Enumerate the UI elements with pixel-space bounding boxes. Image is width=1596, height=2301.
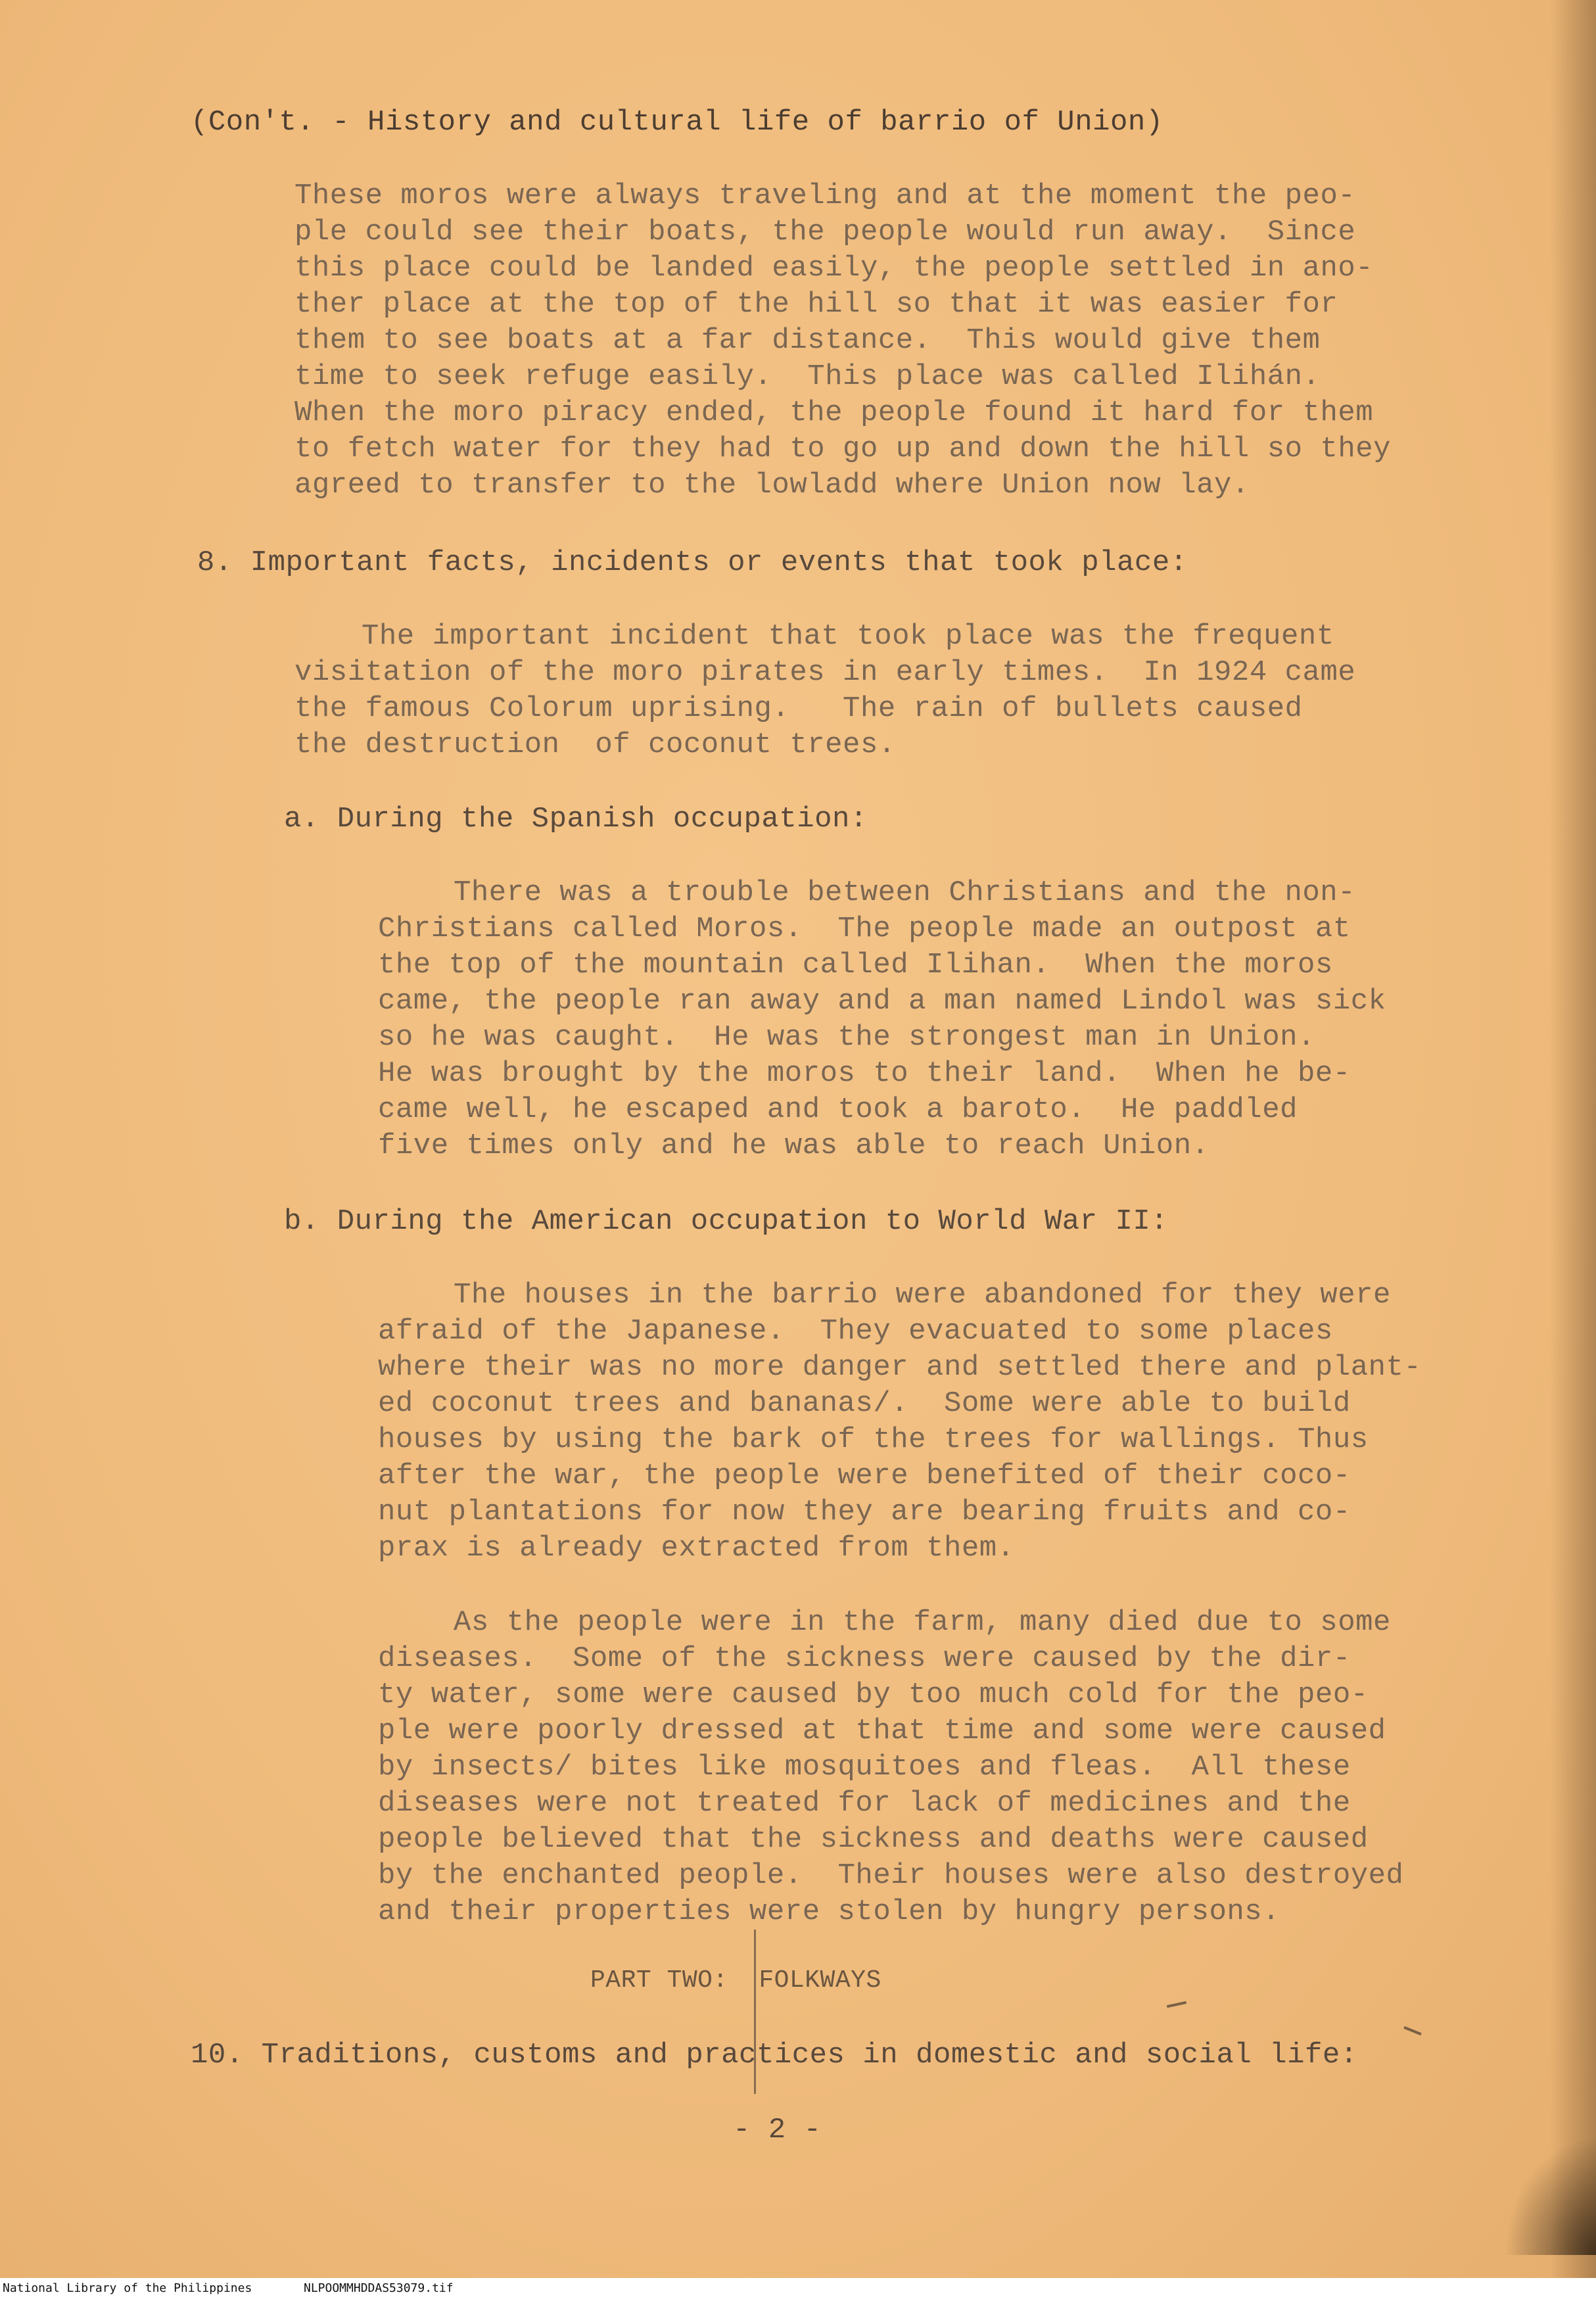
text-line: prax is already extracted from them.	[378, 1532, 1015, 1565]
text-line: and their properties were stolen by hungry persons.	[378, 1895, 1280, 1928]
text-line: nut plantations for now they are bearing fruits and co-	[378, 1496, 1351, 1529]
text-line: ty water, some were caused by too much cold for the peo-	[378, 1678, 1369, 1711]
sub-b-heading: b. During the American occupation to World War II:	[284, 1205, 1169, 1238]
text-line: houses by using the bark of the trees for wallings. Thus	[378, 1423, 1369, 1456]
stray-mark	[1167, 2001, 1186, 2008]
text-line: diseases were not treated for lack of medicines and the	[378, 1787, 1351, 1820]
text-line: by the enchanted people. Their houses were also destroyed	[378, 1859, 1404, 1892]
page-edge-shadow	[1550, 0, 1596, 2278]
text-line: ple were poorly dressed at that time and some were caused	[378, 1715, 1386, 1747]
footer-library-name: National Library of the Philippines	[3, 2281, 252, 2295]
footer-file-id: NLPOOMMHDDAS53079.tif	[304, 2281, 454, 2295]
text-line: after the war, the people were benefited of their coco-	[378, 1459, 1351, 1492]
text-line: diseases. Some of the sickness were caused by the dir-	[378, 1642, 1351, 1675]
text-line: There was a trouble between Christians and the non-	[454, 876, 1356, 909]
part-two-heading: PART TWO: FOLKWAYS	[590, 1966, 881, 1995]
text-line: time to seek refuge easily. This place was called Ilihán.	[294, 360, 1321, 393]
text-line: this place could be landed easily, the people settled in ano-	[294, 252, 1374, 285]
item-10-heading: 10. Traditions, customs and practices in domestic and social life:	[191, 2039, 1358, 2072]
text-line: As the people were in the farm, many died due to some	[454, 1606, 1391, 1639]
text-line: to fetch water for they had to go up and down the hill so they	[294, 433, 1392, 465]
page-corner-shadow	[1504, 2137, 1596, 2255]
text-line: them to see boats at a far distance. This would give them	[294, 324, 1321, 357]
text-line: the top of the mountain called Ilihan. When the moros	[378, 949, 1333, 982]
text-line: agreed to transfer to the lowladd where Union now lay.	[294, 469, 1250, 502]
text-line: by insects/ bites like mosquitoes and fleas. All these	[378, 1751, 1351, 1784]
text-line: ed coconut trees and bananas/. Some were able to build	[378, 1387, 1351, 1420]
text-line: where their was no more danger and settled there and plant-	[378, 1351, 1422, 1384]
text-line: afraid of the Japanese. They evacuated to some places	[378, 1315, 1333, 1348]
text-line: The houses in the barrio were abandoned for they were	[454, 1279, 1391, 1312]
text-line: came, the people ran away and a man named Lindol was sick	[378, 985, 1386, 1018]
text-line: When the moro piracy ended, the people found it hard for them	[294, 396, 1374, 429]
text-line: the famous Colorum uprising. The rain of bullets caused	[294, 692, 1303, 725]
stray-mark	[1403, 2026, 1421, 2035]
text-line: The important incident that took place was the frequent	[362, 620, 1334, 653]
page-number: - 2 -	[733, 2114, 822, 2147]
text-line: so he was caught. He was the strongest man in Union.	[378, 1021, 1315, 1054]
document-header: (Con't. - History and cultural life of barrio of Union)	[191, 106, 1163, 139]
item-8-heading: 8. Important facts, incidents or events that took place:	[197, 546, 1188, 579]
text-line: the destruction of coconut trees.	[294, 728, 896, 761]
text-line: came well, he escaped and took a baroto. He paddled	[378, 1093, 1298, 1126]
text-line: ple could see their boats, the people would run away. Since	[294, 216, 1356, 249]
text-line: These moros were always traveling and at the moment the peo-	[294, 179, 1356, 212]
sub-a-heading: a. During the Spanish occupation:	[284, 803, 868, 836]
text-line: five times only and he was able to reach Union.	[378, 1129, 1209, 1162]
text-line: Christians called Moros. The people made an outpost at	[378, 913, 1351, 945]
text-line: ther place at the top of the hill so that it was easier for	[294, 288, 1338, 321]
text-line: He was brought by the moros to their land. When he be-	[378, 1057, 1351, 1090]
text-line: visitation of the moro pirates in early times. In 1924 came	[294, 656, 1356, 689]
text-line: people believed that the sickness and deaths were caused	[378, 1823, 1369, 1856]
